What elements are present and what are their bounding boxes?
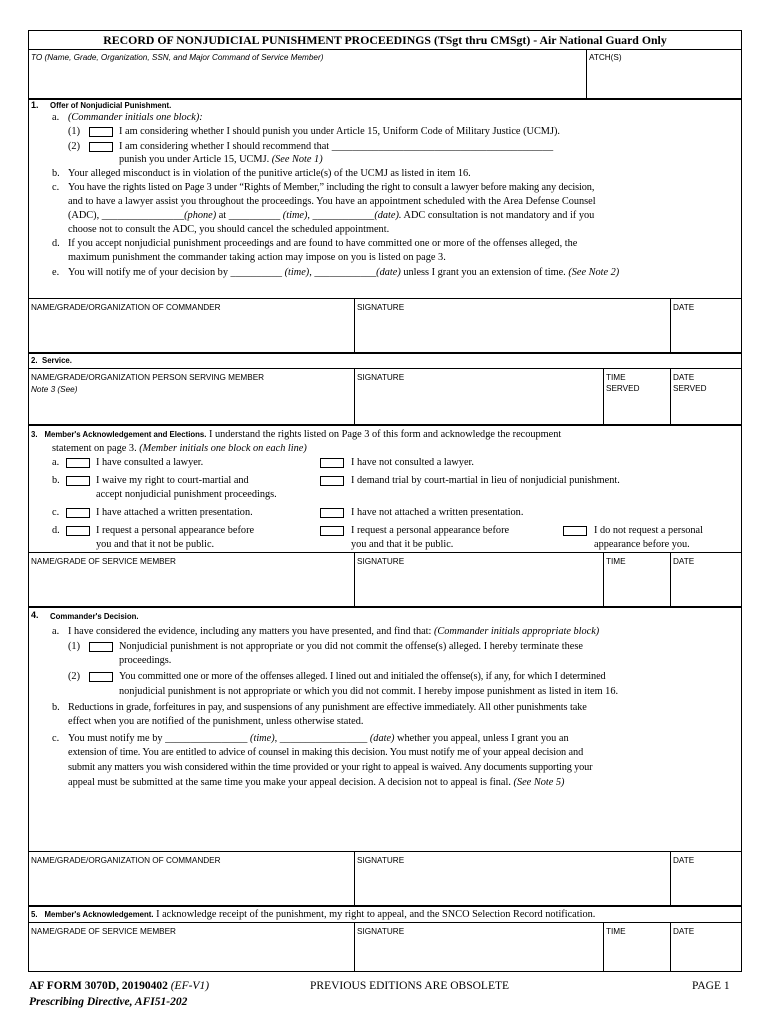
- item-letter: b.: [52, 702, 60, 713]
- s4-c-line4: [68, 776, 564, 789]
- item-letter: c.: [52, 182, 60, 193]
- rule: [28, 424, 742, 426]
- atch-label: ATCH(S): [589, 53, 622, 62]
- section-5-heading: Member's Acknowledgement.: [44, 910, 154, 919]
- s4-c-line3: submit any matters you wish considered within the time provided or your right to appeal is waived. Any documents supporting your: [68, 762, 593, 773]
- text: , _________________: [274, 733, 370, 744]
- s2-server-name-label: NAME/GRADE/ORGANIZATION PERSON SERVING MEMBER: [31, 373, 265, 382]
- s3-member-name-field[interactable]: [29, 568, 353, 605]
- text: (ADC), ________________: [68, 210, 185, 221]
- section-4-number: 4.: [31, 610, 39, 620]
- item-letter: b.: [52, 475, 60, 486]
- rule: [28, 851, 742, 852]
- s2-time-served-label: [606, 372, 640, 394]
- s3-b-left-text-2: accept nonjudicial punishment proceedings.: [96, 489, 277, 500]
- item-letter: d.: [52, 238, 60, 249]
- item-letter: c.: [52, 507, 60, 518]
- s3-b-left-text-1: I waive my right to court-martial and: [96, 475, 249, 486]
- s3-a-left-text: I have consulted a lawyer.: [96, 457, 204, 468]
- item-number: (2): [68, 141, 81, 152]
- s3-a-right-text: I have not consulted a lawyer.: [351, 457, 474, 468]
- item-letter: a.: [52, 112, 60, 123]
- to-label: TO (Name, Grade, Organization, SSN, and Major Command of Service Member): [31, 53, 324, 62]
- s1-commander-name-field[interactable]: [29, 314, 353, 351]
- rule: [28, 98, 742, 100]
- s3-d-right-text-2: appearance before you.: [594, 539, 690, 550]
- s3-c-left-text: I have attached a written presentation.: [96, 507, 253, 518]
- s3-intro: [31, 428, 561, 441]
- s5-date-field[interactable]: [671, 938, 741, 971]
- s3-a-right-initial-box[interactable]: [320, 458, 344, 468]
- text: (See Note 2): [568, 267, 620, 278]
- s4-c-line1: [68, 732, 569, 745]
- s2-time-field[interactable]: [604, 397, 669, 423]
- s3-d-right-initial-box[interactable]: [563, 526, 587, 536]
- s4-b-line2: effect when you are notified of the punishment, unless otherwise stated.: [68, 716, 364, 727]
- s5-signature-label: SIGNATURE: [357, 927, 405, 936]
- s4-signature-label: SIGNATURE: [357, 856, 405, 865]
- s4-commander-name-label: NAME/GRADE/ORGANIZATION OF COMMANDER: [31, 856, 221, 865]
- s4-a1-line1: Nonjudicial punishment is not appropriate or you did not commit the offense(s) alleged. I hereby terminate these: [119, 641, 583, 652]
- s1-date-field[interactable]: [671, 314, 741, 351]
- text: SERVED: [673, 384, 707, 393]
- text: (date): [369, 733, 395, 744]
- page-number: PAGE 1: [692, 980, 730, 992]
- item-number: (1): [68, 126, 81, 137]
- s4-a2-line2: nonjudicial punishment is not appropriate or which you did not commit. I hereby impose punishment as listed in item 16.: [119, 686, 619, 697]
- s5-signature-field[interactable]: [355, 938, 602, 971]
- section-2-heading: Service.: [42, 356, 72, 365]
- s1-b-text: Your alleged misconduct is in violation of the punitive article(s) of the UCMJ as listed in item 16.: [68, 168, 471, 179]
- text: , ____________: [309, 267, 377, 278]
- text: (Commander initials appropriate block): [433, 626, 600, 637]
- rule: [28, 606, 742, 608]
- section-1-heading: Offer of Nonjudicial Punishment.: [50, 101, 172, 110]
- item-number: (2): [68, 671, 81, 682]
- s1-c-line2: and to have a lawyer assist you throughout the proceedings. You have an appointment scheduled with the Area Defense Counsel: [68, 196, 596, 207]
- rule: [28, 49, 742, 50]
- s4-date-label: DATE: [673, 856, 695, 865]
- text: (phone): [184, 210, 217, 221]
- s5-time-label: TIME: [606, 927, 626, 936]
- s3-b-right-text: I demand trial by court-martial in lieu of nonjudicial punishment.: [351, 475, 620, 486]
- text: I understand the rights listed on Page 3 of this form and acknowledge the recoupment: [206, 429, 562, 440]
- s1-a2-initial-box[interactable]: [89, 142, 113, 152]
- section-4-heading: Commander's Decision.: [50, 612, 139, 621]
- text: unless I grant you an extension of time.: [400, 267, 569, 278]
- s3-d-left-text-1: I request a personal appearance before: [96, 525, 255, 536]
- text: at __________: [216, 210, 283, 221]
- text: DATE: [673, 373, 695, 382]
- s3-date-field[interactable]: [671, 568, 741, 605]
- text: (See Note 5): [513, 777, 565, 788]
- text: SERVED: [606, 384, 640, 393]
- item-letter: e.: [52, 267, 60, 278]
- s4-b-line1: Reductions in grade, forfeitures in pay, and suspensions of any punishment are effective immediately. All other punishments take: [68, 702, 587, 713]
- s1-signature-field[interactable]: [355, 314, 669, 351]
- s3-a-left-initial-box[interactable]: [66, 458, 90, 468]
- s3-d-left-initial-box[interactable]: [66, 526, 90, 536]
- s3-time-label: TIME: [606, 557, 626, 566]
- text: ADC consultation is not mandatory and if you: [401, 210, 595, 221]
- text: I acknowledge receipt of the punishment, my right to appeal, and the SNCO Selection Record notification.: [153, 909, 596, 920]
- s2-date-field[interactable]: [671, 397, 741, 423]
- s3-b-left-initial-box[interactable]: [66, 476, 90, 486]
- text: I have considered the evidence, including any matters you have presented, and find that:: [68, 626, 434, 637]
- form-id: [29, 979, 209, 993]
- rule: [28, 552, 742, 553]
- rule: [28, 368, 742, 369]
- text: appeal must be submitted at the same time you make your appeal decision. A decision not to appeal is final.: [68, 777, 514, 788]
- s1-a1-initial-box[interactable]: [89, 127, 113, 137]
- s4-a1-line2: proceedings.: [119, 655, 172, 666]
- item-letter: b.: [52, 168, 60, 179]
- section-1-number: 1.: [31, 100, 39, 110]
- s1-c-line4: choose not to consult the ADC, you should cancel the scheduled appointment.: [68, 224, 390, 235]
- s1-c-line1: You have the rights listed on Page 3 under “Rights of Member,” including the right to consult a lawyer before making any decision,: [68, 182, 595, 193]
- rule: [28, 298, 742, 299]
- s1-e-text: [68, 266, 619, 279]
- text: TIME: [606, 373, 626, 382]
- s5-date-label: DATE: [673, 927, 695, 936]
- s3-c-right-initial-box[interactable]: [320, 508, 344, 518]
- s1-a1-text: I am considering whether I should punish you under Article 15, Uniform Code of Military Justice (UCMJ).: [119, 126, 560, 137]
- text: You will notify me of your decision by __________: [68, 267, 285, 278]
- section-3-heading: Member's Acknowledgement and Elections.: [44, 430, 207, 439]
- s1-d-line1: If you accept nonjudicial punishment proceedings and are found to have committed one or more of the offenses alleged, the: [68, 238, 578, 249]
- s1-a2-text-2: [119, 153, 323, 166]
- text: whether you appeal, unless I grant you an: [394, 733, 569, 744]
- s2-date-served-label: [673, 372, 707, 394]
- s3-date-label: DATE: [673, 557, 695, 566]
- s4-c-line2: extension of time. You are entitled to advice of counsel in making this decision. You must notify me of your appeal decision and: [68, 747, 584, 758]
- text: (EF-V1): [170, 980, 210, 992]
- s3-time-field[interactable]: [604, 568, 669, 605]
- rule: [28, 352, 742, 354]
- text: You must notify me by ________________: [68, 733, 251, 744]
- text: statement on page 3.: [52, 443, 140, 454]
- s4-a2-line1: You committed one or more of the offenses alleged. I lined out and initialed the offense(s), if any, for which I determined: [119, 671, 606, 682]
- item-letter: a.: [52, 626, 60, 637]
- atch-field[interactable]: [587, 64, 741, 98]
- section-2-number: 2.: [31, 356, 38, 365]
- note-ref: (See Note 1): [271, 154, 323, 165]
- item-letter: d.: [52, 525, 60, 536]
- text: , ____________: [307, 210, 375, 221]
- s4-a2-initial-box[interactable]: [89, 672, 113, 682]
- s1-commander-name-label: NAME/GRADE/ORGANIZATION OF COMMANDER: [31, 303, 221, 312]
- s1-c-line3: [68, 209, 594, 222]
- s5-member-name-label: NAME/GRADE OF SERVICE MEMBER: [31, 927, 176, 936]
- s5-text: [31, 908, 595, 921]
- text: (date): [376, 267, 401, 278]
- s3-signature-field[interactable]: [355, 568, 602, 605]
- obsolete-notice: PREVIOUS EDITIONS ARE OBSOLETE: [310, 980, 510, 992]
- s2-note: Note 3 (See): [31, 385, 78, 394]
- s4-a-text: [68, 625, 599, 638]
- section-3-number: 3.: [31, 430, 38, 439]
- form-title: RECORD OF NONJUDICIAL PUNISHMENT PROCEEDINGS (TSgt thru CMSgt) - Air National Guard Only: [103, 33, 667, 47]
- text: (Member initials one block on each line): [139, 443, 307, 454]
- s3-d-mid-initial-box[interactable]: [320, 526, 344, 536]
- s1-d-line2: maximum punishment the commander taking action may impose on you is listed on page 3.: [68, 252, 446, 263]
- item-number: (1): [68, 641, 81, 652]
- s3-d-right-text-1: I do not request a personal: [594, 525, 703, 536]
- section-5-number: 5.: [31, 910, 38, 919]
- s4-date-field[interactable]: [671, 867, 741, 904]
- s3-d-left-text-2: you and that it not be public.: [96, 539, 215, 550]
- s3-signature-label: SIGNATURE: [357, 557, 405, 566]
- s3-d-mid-text-1: I request a personal appearance before: [351, 525, 510, 536]
- s3-c-right-text: I have not attached a written presentation.: [351, 507, 524, 518]
- text: (time): [282, 210, 308, 221]
- text: (time): [284, 267, 310, 278]
- text: AF FORM 3070D, 20190402: [29, 980, 168, 992]
- s4-a1-initial-box[interactable]: [89, 642, 113, 652]
- s3-intro-2: [52, 442, 307, 455]
- s3-member-name-label: NAME/GRADE OF SERVICE MEMBER: [31, 557, 176, 566]
- s1-signature-label: SIGNATURE: [357, 303, 405, 312]
- s2-signature-field[interactable]: [355, 384, 602, 423]
- text: (date).: [374, 210, 402, 221]
- s5-time-field[interactable]: [604, 938, 669, 971]
- rule: [28, 922, 742, 923]
- s1-a2-text: I am considering whether I should recommend that ___________________________________________: [119, 141, 554, 152]
- s3-c-left-initial-box[interactable]: [66, 508, 90, 518]
- item-letter: c.: [52, 733, 60, 744]
- s3-b-right-initial-box[interactable]: [320, 476, 344, 486]
- s2-signature-label: SIGNATURE: [357, 373, 405, 382]
- s5-member-name-field[interactable]: [29, 938, 353, 971]
- item-letter: a.: [52, 457, 60, 468]
- rule: [28, 905, 742, 907]
- s4-commander-name-field[interactable]: [29, 867, 353, 904]
- to-field[interactable]: [29, 64, 585, 98]
- s4-signature-field[interactable]: [355, 867, 669, 904]
- s3-d-mid-text-2: you and that it be public.: [351, 539, 454, 550]
- prescribing-directive: Prescribing Directive, AFI51-202: [29, 996, 188, 1008]
- s1-a-text: (Commander initials one block):: [68, 112, 203, 123]
- text: (time): [250, 733, 275, 744]
- s1-a2-text-2a: punish you under Article 15, UCMJ.: [119, 154, 270, 165]
- s1-date-label: DATE: [673, 303, 695, 312]
- s2-server-name-field[interactable]: [29, 397, 353, 423]
